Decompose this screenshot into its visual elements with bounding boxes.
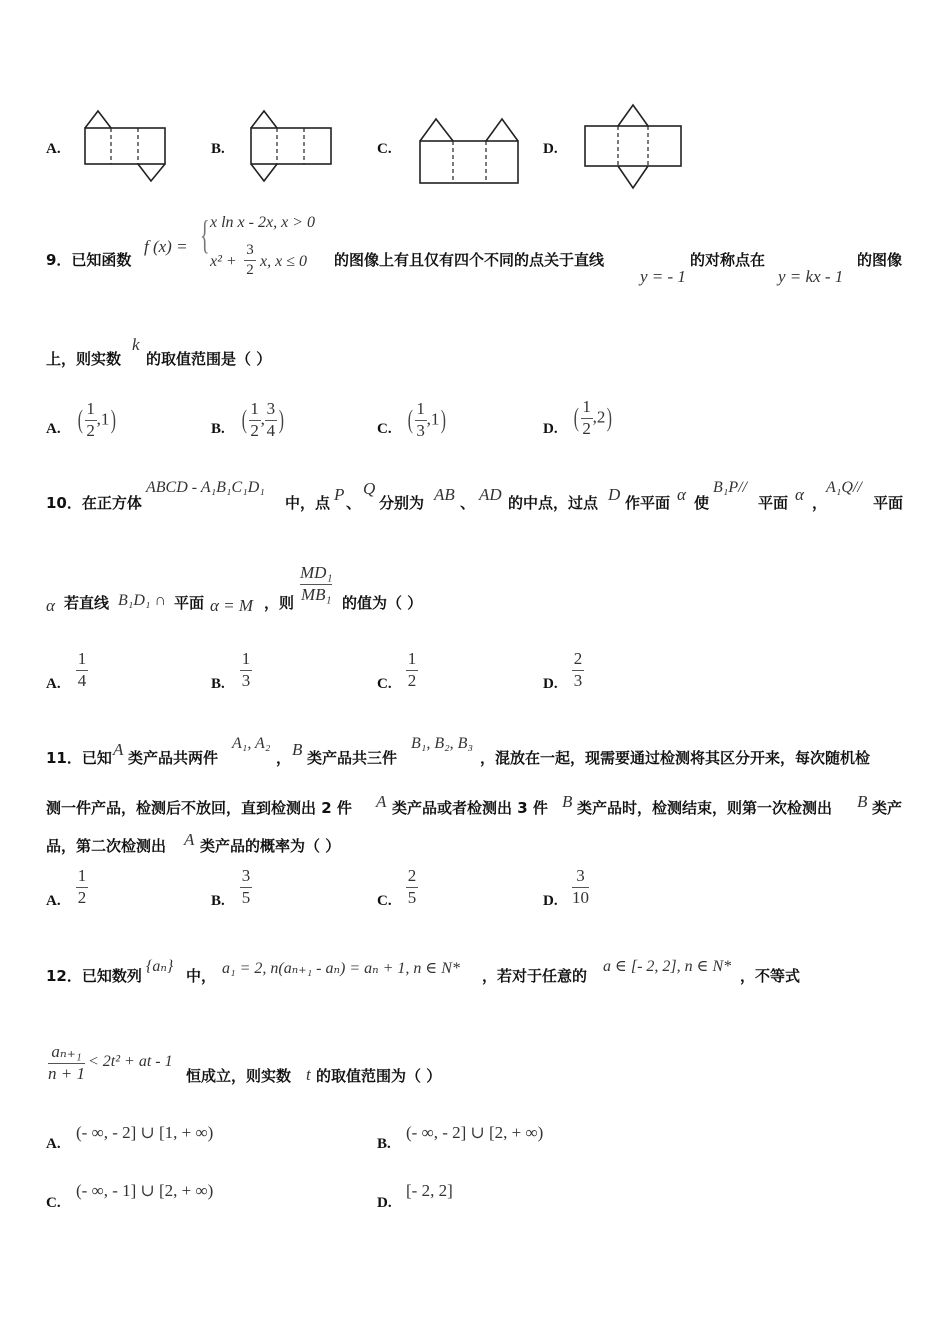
q11-l3-a: 品，第二次检测出 bbox=[46, 837, 167, 855]
frac-den: 3 bbox=[241, 670, 251, 690]
q11-l1-e: ，混放在一起，现需要通过检测将其区分开来，每次随机检 bbox=[480, 749, 871, 767]
paren-open: ( bbox=[77, 405, 83, 435]
q9-text-3: 的图像 bbox=[857, 251, 903, 269]
paren-close: ) bbox=[441, 405, 447, 435]
q9-option-b-label[interactable]: B. bbox=[211, 421, 225, 437]
frac-num: 1 bbox=[582, 397, 591, 416]
paren-open: ( bbox=[407, 405, 413, 435]
frac-num: 1 bbox=[77, 866, 87, 885]
q9-text-2: 的对称点在 bbox=[690, 251, 766, 269]
q10-a1q: A₁Q// bbox=[826, 479, 862, 496]
q12-ineq-num: aₙ₊₁ bbox=[51, 1042, 82, 1061]
q10-intro: 10．在正方体 bbox=[46, 494, 142, 512]
frac-num: 3 bbox=[576, 866, 585, 885]
frac-den: 10 bbox=[572, 887, 589, 907]
interval-rest: ,2 bbox=[592, 407, 606, 427]
q12-sequence: {aₙ} bbox=[146, 958, 174, 975]
q10-line2-t4: 的值为（ ） bbox=[342, 594, 423, 612]
q11-l1-d: 类产品共三件 bbox=[307, 749, 398, 767]
q10-t3: 分别为 bbox=[379, 494, 425, 512]
q12-option-a-value[interactable]: (- ∞, - 2] ∪ [1, + ∞) bbox=[76, 1123, 214, 1142]
q10-alpha: α bbox=[677, 485, 686, 504]
frac-den: 2 bbox=[582, 418, 591, 438]
q11-option-a-value[interactable] bbox=[76, 867, 88, 907]
q10-point-d: D bbox=[608, 485, 621, 504]
q10-ratio bbox=[300, 564, 332, 604]
q10-line2-t1: 若直线 bbox=[64, 594, 110, 612]
q11-a12: A₁, A₂ bbox=[232, 735, 271, 752]
frac-den: 2 bbox=[77, 887, 87, 907]
q11-l1-a: 11．已知 bbox=[46, 749, 112, 767]
q9-intro: 9．已知函数 bbox=[46, 251, 132, 269]
q10-option-b-label[interactable]: B. bbox=[211, 676, 225, 692]
q11-option-b-value[interactable] bbox=[240, 867, 252, 907]
q10-option-b-value[interactable] bbox=[240, 650, 252, 690]
q9-option-a-value[interactable] bbox=[76, 400, 118, 440]
q11-l2-b: 类产品或者检测出 3 件 bbox=[392, 799, 548, 817]
q10-t8: 平面 bbox=[758, 494, 789, 512]
q9-option-c-label[interactable]: C. bbox=[377, 421, 392, 437]
q10-t1: 中，点 bbox=[285, 494, 331, 512]
frac-num: 1 bbox=[407, 649, 417, 668]
q12-range: a ∈ [- 2, 2], n ∈ N* bbox=[603, 958, 732, 975]
q10-b1p: B₁P// bbox=[713, 479, 747, 496]
q10-point-q: Q bbox=[363, 479, 376, 498]
frac-num: 1 bbox=[250, 399, 259, 418]
frac-bar bbox=[244, 260, 256, 261]
q9-piece-2-num: 3 bbox=[246, 242, 254, 258]
paren-close: ) bbox=[278, 405, 284, 435]
q10-option-d-value[interactable] bbox=[572, 650, 584, 690]
q11-option-d-label[interactable]: D. bbox=[543, 893, 558, 909]
q10-line2-t2: 平面 bbox=[174, 594, 205, 612]
q12-l1-d: ，不等式 bbox=[740, 967, 801, 985]
q10-t10: 平面 bbox=[873, 494, 904, 512]
q10-option-d-label[interactable]: D. bbox=[543, 676, 558, 692]
q9-brace: { bbox=[200, 212, 210, 257]
q9-line2-end: 的取值范围是（ ） bbox=[146, 350, 272, 368]
q10-ratio-den: MB₁ bbox=[300, 584, 332, 604]
q11-b: B bbox=[292, 740, 303, 759]
q11-option-a-label[interactable]: A. bbox=[46, 893, 61, 909]
frac-num: 3 bbox=[241, 866, 251, 885]
q10-t9: ， bbox=[812, 494, 828, 512]
q10-t5: 的中点，过点 bbox=[508, 494, 599, 512]
q9-option-a-label[interactable]: A. bbox=[46, 421, 61, 437]
q9-option-d-value[interactable] bbox=[572, 398, 614, 438]
q9-piece-2-frac bbox=[244, 242, 256, 278]
frac-num: 2 bbox=[573, 649, 583, 668]
q10-t4: 、 bbox=[460, 494, 476, 512]
q8-option-c-label[interactable]: C. bbox=[377, 141, 392, 157]
net-figure-c bbox=[416, 114, 522, 188]
q9-piece-2-den: 2 bbox=[246, 261, 254, 278]
q12-option-a-label[interactable]: A. bbox=[46, 1136, 61, 1152]
q11-b123: B₁, B₂, B₃ bbox=[411, 735, 474, 752]
q9-text-1: 的图像上有且仅有四个不同的点关于直线 bbox=[334, 251, 605, 269]
q9-line-2: y = kx - 1 bbox=[778, 267, 844, 286]
q10-b1d1: B₁D₁ ∩ bbox=[118, 592, 167, 609]
q11-a: A bbox=[113, 740, 124, 759]
q9-line-1: y = - 1 bbox=[640, 267, 686, 286]
frac-num: 1 bbox=[86, 399, 95, 418]
interval-rest: ,1 bbox=[96, 409, 110, 429]
frac-num: 1 bbox=[241, 649, 251, 668]
frac-den: 4 bbox=[266, 420, 276, 440]
frac-num: 1 bbox=[416, 399, 425, 418]
q12-l2-a: 恒成立，则实数 bbox=[186, 1067, 292, 1085]
q8-option-a-label[interactable]: A. bbox=[46, 141, 61, 157]
paren-close: ) bbox=[607, 403, 613, 433]
q10-ad: AD bbox=[479, 485, 502, 504]
q12-option-c-label[interactable]: C. bbox=[46, 1195, 61, 1211]
q10-ratio-num: MD₁ bbox=[300, 563, 333, 582]
q10-option-a-value[interactable] bbox=[76, 650, 88, 690]
q11-l2-c: 类产品时，检测结束，则第一次检测出 bbox=[577, 799, 833, 817]
q12-option-d-value[interactable]: [- 2, 2] bbox=[406, 1181, 453, 1200]
frac-den: 5 bbox=[241, 887, 251, 907]
q9-function-name: f (x) = bbox=[144, 237, 188, 256]
net-figure-a bbox=[80, 106, 170, 186]
q12-l2-b: 的取值范围为（ ） bbox=[316, 1067, 442, 1085]
q10-option-a-label[interactable]: A. bbox=[46, 676, 61, 692]
q9-var-k: k bbox=[132, 335, 140, 354]
q12-inequality-rest: < 2t² + at - 1 bbox=[88, 1053, 173, 1070]
q10-alpha-2: α bbox=[795, 485, 804, 504]
paren-open: ( bbox=[241, 405, 247, 435]
q10-option-c-label[interactable]: C. bbox=[377, 676, 392, 692]
q8-option-b-label[interactable]: B. bbox=[211, 141, 225, 157]
q12-option-b-label[interactable]: B. bbox=[377, 1136, 391, 1152]
q12-l1-b: 中， bbox=[186, 967, 217, 985]
frac-den: 2 bbox=[407, 670, 417, 690]
q10-line2-t3: ，则 bbox=[264, 594, 295, 612]
q8-option-d-label[interactable]: D. bbox=[543, 141, 558, 157]
frac-den: 2 bbox=[86, 420, 95, 440]
q9-option-b-value[interactable] bbox=[240, 400, 286, 440]
frac-den: 2 bbox=[250, 420, 259, 440]
frac-den: 5 bbox=[407, 887, 417, 907]
q11-option-d-value[interactable] bbox=[572, 867, 589, 907]
interval-rest: ,1 bbox=[426, 409, 440, 429]
q12-option-d-label[interactable]: D. bbox=[377, 1195, 392, 1211]
q11-l1-c: ， bbox=[276, 749, 292, 767]
q12-inequality-frac bbox=[48, 1043, 85, 1083]
q11-l2-b-var: B bbox=[562, 792, 573, 811]
q12-l1-a: 12．已知数列 bbox=[46, 967, 142, 985]
q9-option-c-value[interactable] bbox=[406, 400, 448, 440]
paren-open: ( bbox=[573, 403, 579, 433]
q10-t2: 、 bbox=[346, 494, 362, 512]
frac-num: 1 bbox=[77, 649, 87, 668]
interval-comma: , bbox=[260, 409, 265, 429]
q11-l3-a-var: A bbox=[184, 830, 195, 849]
frac-num: 3 bbox=[266, 399, 276, 418]
frac-den: 4 bbox=[77, 670, 87, 690]
q11-option-b-label[interactable]: B. bbox=[211, 893, 225, 909]
q9-option-d-label[interactable]: D. bbox=[543, 421, 558, 437]
q9-line2-start: 上，则实数 bbox=[46, 350, 122, 368]
q10-t6: 作平面 bbox=[625, 494, 671, 512]
paren-close: ) bbox=[111, 405, 117, 435]
q10-point-p: P bbox=[334, 485, 345, 504]
q11-option-c-label[interactable]: C. bbox=[377, 893, 392, 909]
net-figure-d bbox=[580, 100, 686, 194]
q12-ineq-den: n + 1 bbox=[48, 1063, 85, 1083]
q11-l3-b: 类产品的概率为（ ） bbox=[200, 837, 341, 855]
net-figure-b bbox=[246, 106, 336, 186]
q11-l2-b2-var: B bbox=[857, 792, 868, 811]
q12-condition: a₁ = 2, n(aₙ₊₁ - aₙ) = aₙ + 1, n ∈ N* bbox=[222, 960, 460, 977]
q12-l1-c: ，若对于任意的 bbox=[482, 967, 588, 985]
q9-piece-1: x ln x - 2x, x > 0 bbox=[210, 214, 315, 231]
q10-cube: ABCD - A₁B₁C₁D₁ bbox=[146, 479, 265, 496]
frac-num: 2 bbox=[407, 866, 417, 885]
q10-alpha-m: α = M bbox=[210, 596, 254, 615]
q10-t7: 使 bbox=[694, 494, 710, 512]
q10-line2-alpha: α bbox=[46, 596, 55, 615]
q12-var-t: t bbox=[306, 1065, 311, 1084]
q11-l2-a: 测一件产品，检测后不放回，直到检测出 2 件 bbox=[46, 799, 352, 817]
q12-option-b-value[interactable]: (- ∞, - 2] ∪ [2, + ∞) bbox=[406, 1123, 544, 1142]
frac-den: 3 bbox=[573, 670, 583, 690]
q11-l1-b: 类产品共两件 bbox=[128, 749, 219, 767]
q11-l2-d: 类产 bbox=[872, 799, 903, 817]
q11-l2-a-var: A bbox=[376, 792, 387, 811]
q9-piece-2-b: x, x ≤ 0 bbox=[260, 253, 307, 270]
frac-den: 3 bbox=[416, 420, 425, 440]
q9-piece-2-a: x² + bbox=[210, 253, 237, 270]
q12-option-c-value[interactable]: (- ∞, - 1] ∪ [2, + ∞) bbox=[76, 1181, 214, 1200]
q10-option-c-value[interactable] bbox=[406, 650, 418, 690]
q10-ab: AB bbox=[434, 485, 455, 504]
q11-option-c-value[interactable] bbox=[406, 867, 418, 907]
